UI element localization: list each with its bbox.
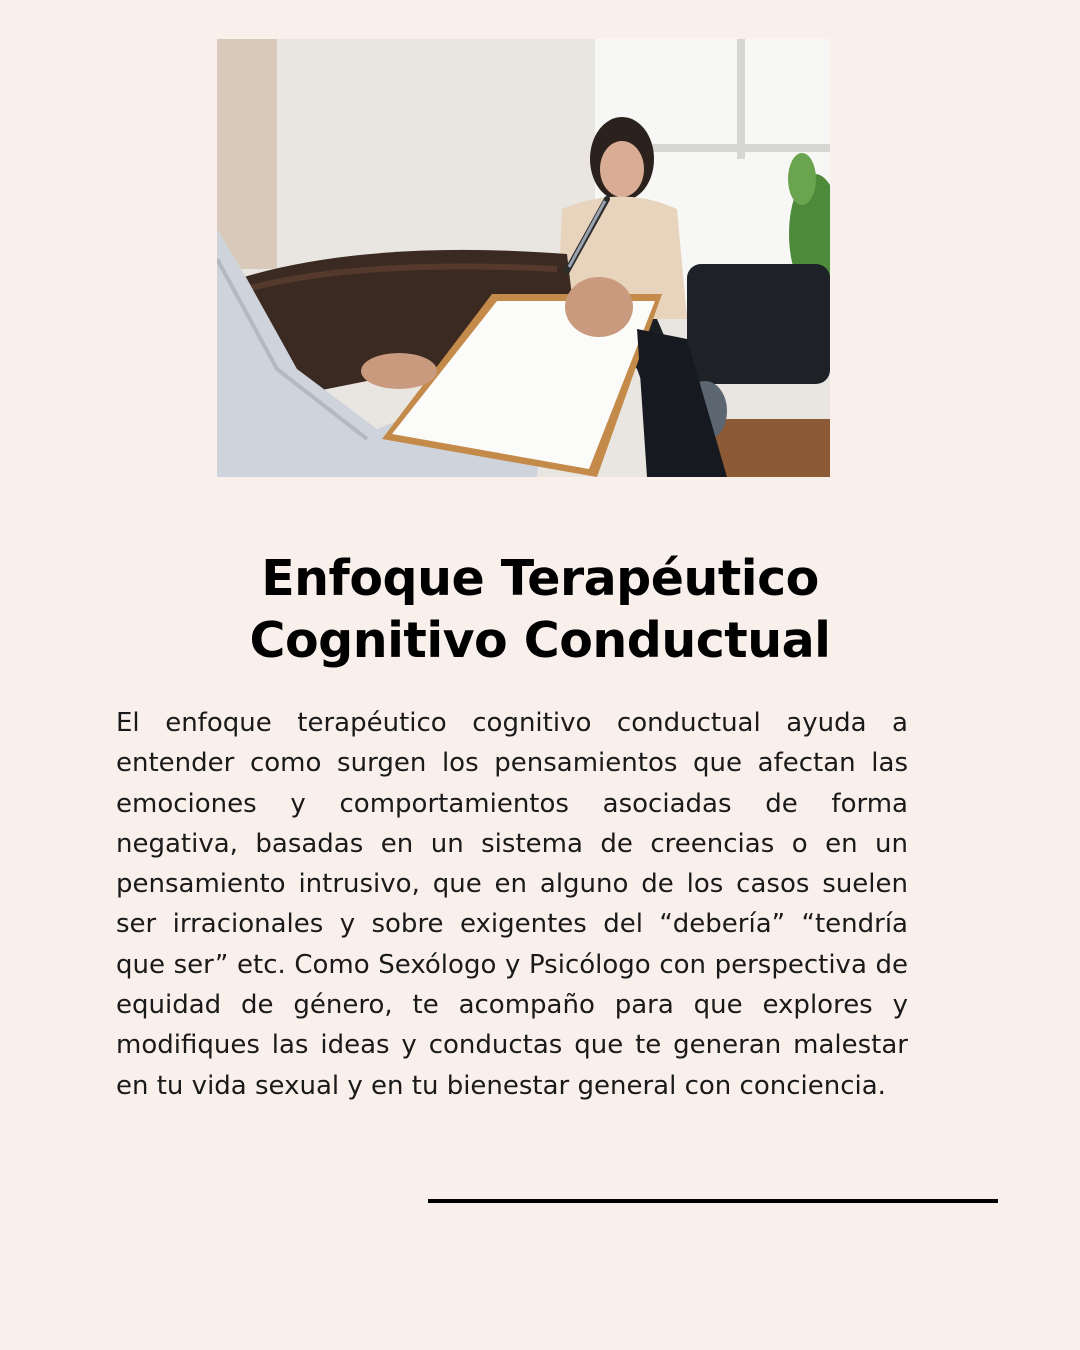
body-paragraph: El enfoque terapéutico cognitivo conductual ayuda a entender como surgen los pensamientos que afectan las emociones y comportamientos asociadas de forma negativa, basadas en un sistema de creencias o en un pensamiento intrusivo, que en alguno de los casos suelen ser irracionales y sobre exigentes del “debería” “tendría que ser” etc. Como Sexólogo y Psicólogo con perspectiva de equidad de género, te acompaño para que explores y modifiques las ideas y conductas que te generan malestar en tu vida sexual y en tu bienestar general con conciencia. [116,708,908,1101]
divider-line [428,1199,998,1203]
therapy-session-photo [217,39,830,477]
page-title [0,548,1080,672]
title-line-1: Enfoque Terapéutico [261,550,819,607]
therapy-session-illustration [217,39,830,477]
title-line-2: Cognitivo Conductual [249,612,831,669]
